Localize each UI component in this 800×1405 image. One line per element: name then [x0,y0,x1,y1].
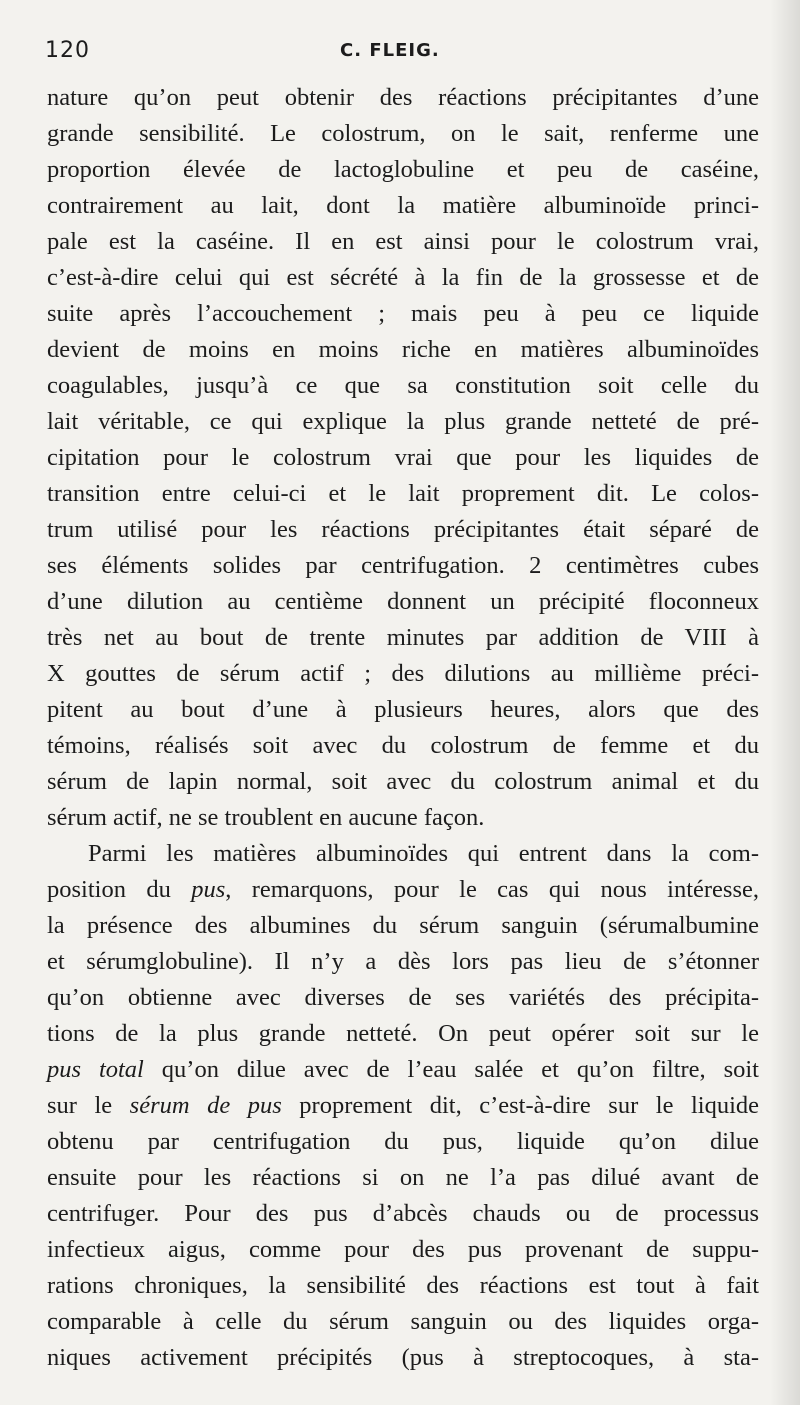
text-line: infectieux aigus, comme pour des pus provenant de suppu- [47,1236,759,1263]
text-line [47,872,759,908]
text-line: très net au bout de trente minutes par addition de VIII à [47,624,759,651]
text-line: centrifuger. Pour des pus d’abcès chauds ou de processus [47,1200,759,1227]
text-line: et sérumglobuline). Il n’y a dès lors pas lieu de s’étonner [47,948,759,975]
text-line: pitent au bout d’une à plusieurs heures, alors que des [47,696,759,723]
text-run: , remarquons, pour le cas qui nous intéresse, [225,876,759,903]
text-line: c’est-à-dire celui qui est sécrété à la fin de la grossesse et de [47,264,759,291]
text-line: grande sensibilité. Le colostrum, on le sait, renferme une [47,120,759,147]
text-line: suite après l’accouchement ; mais peu à peu ce liquide [47,300,759,327]
text-line: comparable à celle du sérum sanguin ou des liquides orga- [47,1308,759,1335]
text-line: devient de moins en moins riche en matières albuminoïdes [47,336,759,363]
text-line: trum utilisé pour les réactions précipitantes était séparé de [47,516,759,543]
text-line: X gouttes de sérum actif ; des dilutions au millième préci- [47,660,759,687]
page-edge-shadow [770,0,800,1405]
text-line: cipitation pour le colostrum vrai que pour les liquides de [47,444,759,471]
text-run: position du [47,876,192,903]
text-line: proportion élevée de lactoglobuline et peu de caséine, [47,156,759,183]
text-line: obtenu par centrifugation du pus, liquide qu’on dilue [47,1128,759,1155]
text-line: témoins, réalisés soit avec du colostrum de femme et du [47,732,759,759]
text-line: pale est la caséine. Il en est ainsi pour le colostrum vrai, [47,228,759,255]
paragraph-first-line: Parmi les matières albuminoïdes qui entrent dans la com- [88,840,759,867]
text-line: lait véritable, ce qui explique la plus grande netteté de pré- [47,408,759,435]
text-line: qu’on obtienne avec diverses de ses variétés des précipita- [47,984,759,1011]
text-line: nature qu’on peut obtenir des réactions précipitantes d’une [47,84,759,111]
text-line: tions de la plus grande netteté. On peut opérer soit sur le [47,1020,759,1047]
text-line: ensuite pour les réactions si on ne l’a pas dilué avant de [47,1164,759,1191]
text-run: proprement dit, c’est-à-dire sur le liquide [281,1092,760,1119]
text-line: coagulables, jusqu’à ce que sa constitution soit celle du [47,372,759,399]
text-line: rations chroniques, la sensibilité des réactions est tout à fait [47,1272,759,1299]
text-line: sérum de lapin normal, soit avec du colostrum animal et du [47,768,759,795]
text-line: contrairement au lait, dont la matière albuminoïde princi- [47,192,759,219]
text-line: transition entre celui-ci et le lait proprement dit. Le colos- [47,480,759,507]
page-number: 120 [45,38,90,63]
text-line: la présence des albumines du sérum sanguin (sérumalbumine [47,912,759,939]
text-line: d’une dilution au centième donnent un précipité floconneux [47,588,759,615]
text-line: ses éléments solides par centrifugation. 2 centimètres cubes [47,552,759,579]
text-line [47,1088,759,1124]
text-line [47,1052,759,1088]
italic-term: pus [191,876,226,903]
page-header [0,38,800,72]
paragraph-last-line: sérum actif, ne se troublent en aucune façon. [47,804,485,831]
text-run: sur le [47,1092,130,1119]
running-head: C. FLEIG. [340,40,440,61]
text-line: niques activement précipités (pus à streptocoques, à sta- [47,1344,759,1371]
italic-term: sérum de pus [129,1092,282,1119]
italic-term: pus total [47,1056,144,1083]
text-run: qu’on dilue avec de l’eau salée et qu’on filtre, soit [143,1056,759,1083]
body-text [47,80,759,1376]
